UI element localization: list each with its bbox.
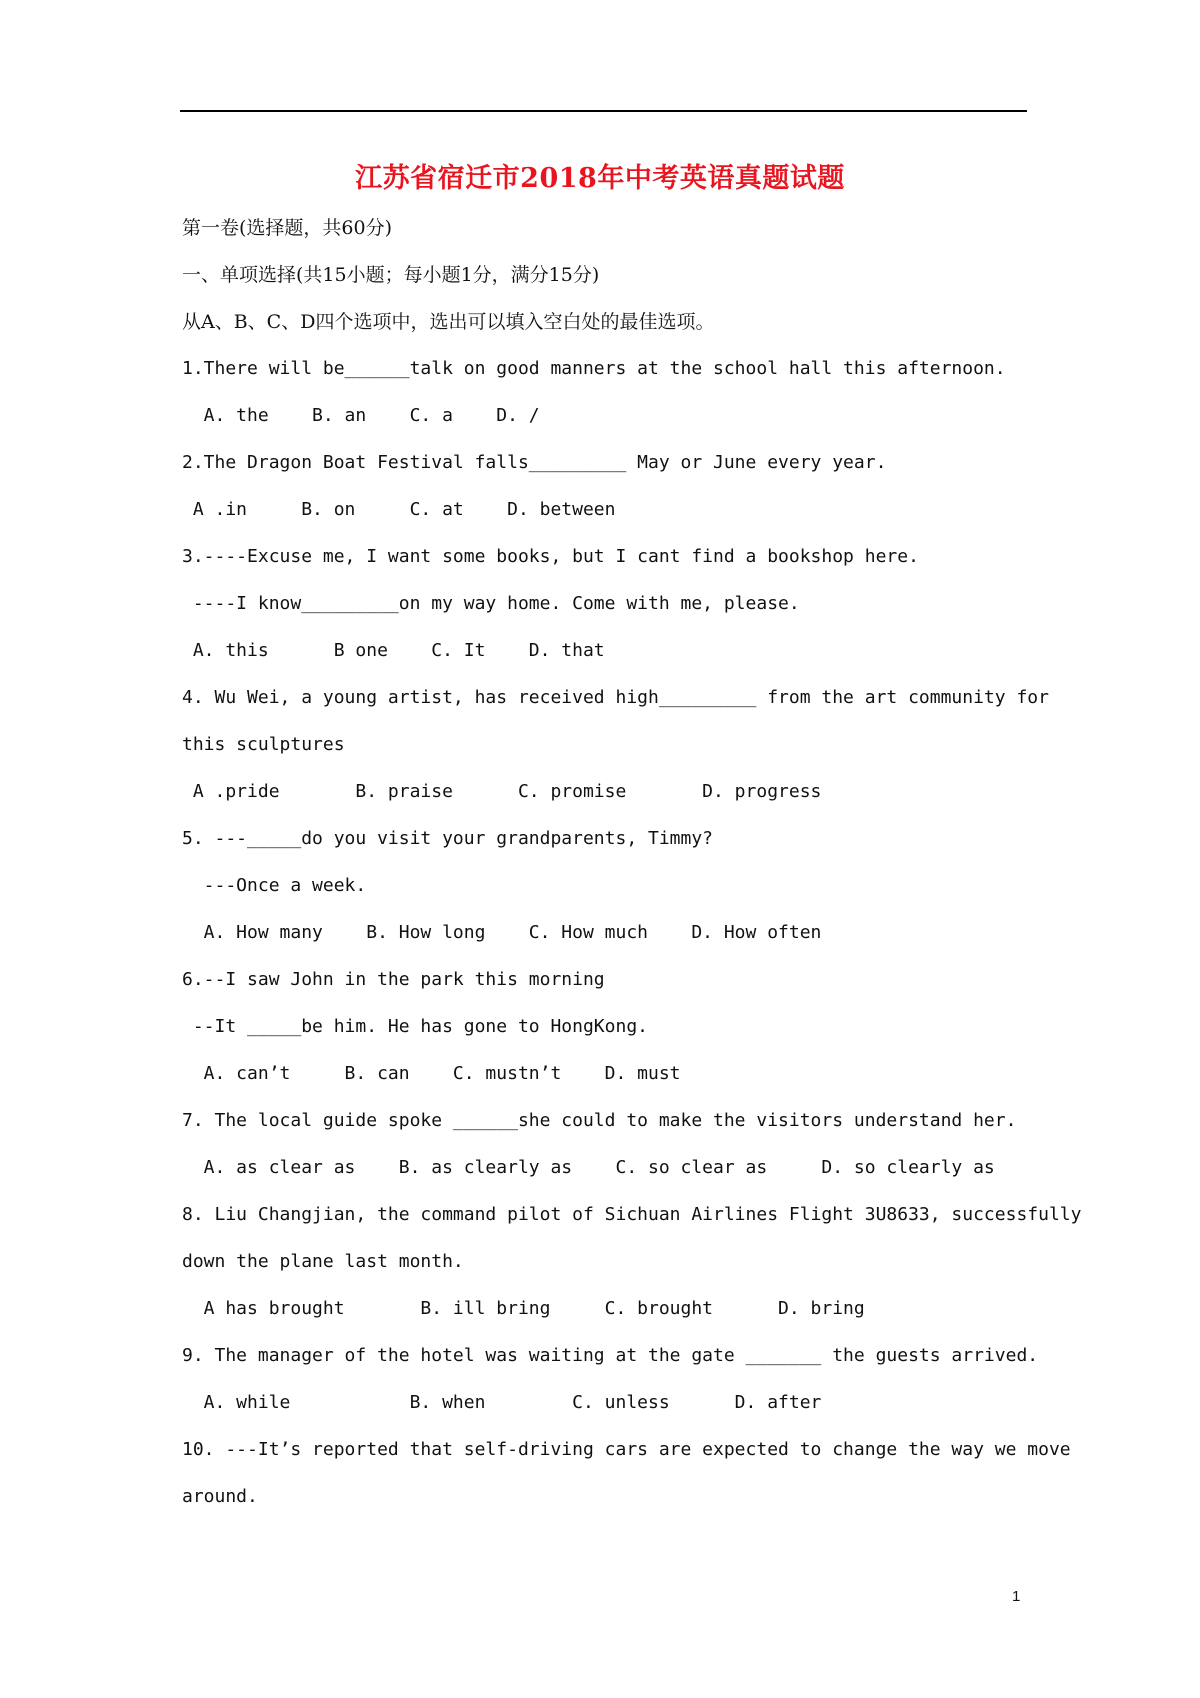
part-heading: 一、单项选择(共15小题；每小题1分，满分15分) [182, 264, 600, 286]
question-4: 4. Wu Wei, a young artist, has received high_________ from the art community for [182, 687, 1049, 708]
question-1: 1.There will be______talk on good manners at the school hall this afternoon. [182, 358, 1006, 379]
question-3: 3.----Excuse me, I want some books, but I cant find a bookshop here. [182, 546, 919, 567]
question-5-options: A. How many B. How long C. How much D. How often [182, 922, 822, 943]
question-4-options: A .pride B. praise C. promise D. progress [182, 781, 822, 802]
question-9-options: A. while B. when C. unless D. after [182, 1392, 822, 1413]
question-8-cont: down the plane last month. [182, 1251, 464, 1272]
question-5-reply: ---Once a week. [182, 875, 367, 896]
page-number: 1 [1012, 1588, 1021, 1605]
question-2-options: A .in B. on C. at D. between [182, 499, 616, 520]
question-6-options: A. can’t B. can C. mustn’t D. must [182, 1063, 681, 1084]
question-4-cont: this sculptures [182, 734, 345, 755]
question-8: 8. Liu Changjian, the command pilot of Sichuan Airlines Flight 3U8633, successfully [182, 1204, 1082, 1225]
question-3-options: A. this B one C. It D. that [182, 640, 605, 661]
question-7: 7. The local guide spoke ______she could to make the visitors understand her. [182, 1110, 1017, 1131]
question-10: 10. ---It’s reported that self-driving cars are expected to change the way we move [182, 1439, 1071, 1460]
exam-title: 江苏省宿迁市2018年中考英语真题试题 [355, 163, 845, 194]
instructions: 从A、B、C、D四个选项中，选出可以填入空白处的最佳选项。 [182, 311, 715, 333]
question-6-reply: --It _____be him. He has gone to HongKong. [182, 1016, 648, 1037]
question-3-reply: ----I know_________on my way home. Come with me, please. [182, 593, 800, 614]
section-heading: 第一卷(选择题，共60分) [182, 217, 393, 239]
question-2: 2.The Dragon Boat Festival falls_________ May or June every year. [182, 452, 887, 473]
question-7-options: A. as clear as B. as clearly as C. so clear as D. so clearly as [182, 1157, 995, 1178]
question-1-options: A. the B. an C. a D. / [182, 405, 540, 426]
question-6: 6.--I saw John in the park this morning [182, 969, 605, 990]
question-8-options: A has brought B. ill bring C. brought D. bring [182, 1298, 865, 1319]
question-9: 9. The manager of the hotel was waiting at the gate _______ the guests arrived. [182, 1345, 1039, 1366]
question-5: 5. ---_____do you visit your grandparents, Timmy? [182, 828, 714, 849]
question-10-cont: around. [182, 1486, 258, 1507]
header-rule [180, 110, 1027, 112]
